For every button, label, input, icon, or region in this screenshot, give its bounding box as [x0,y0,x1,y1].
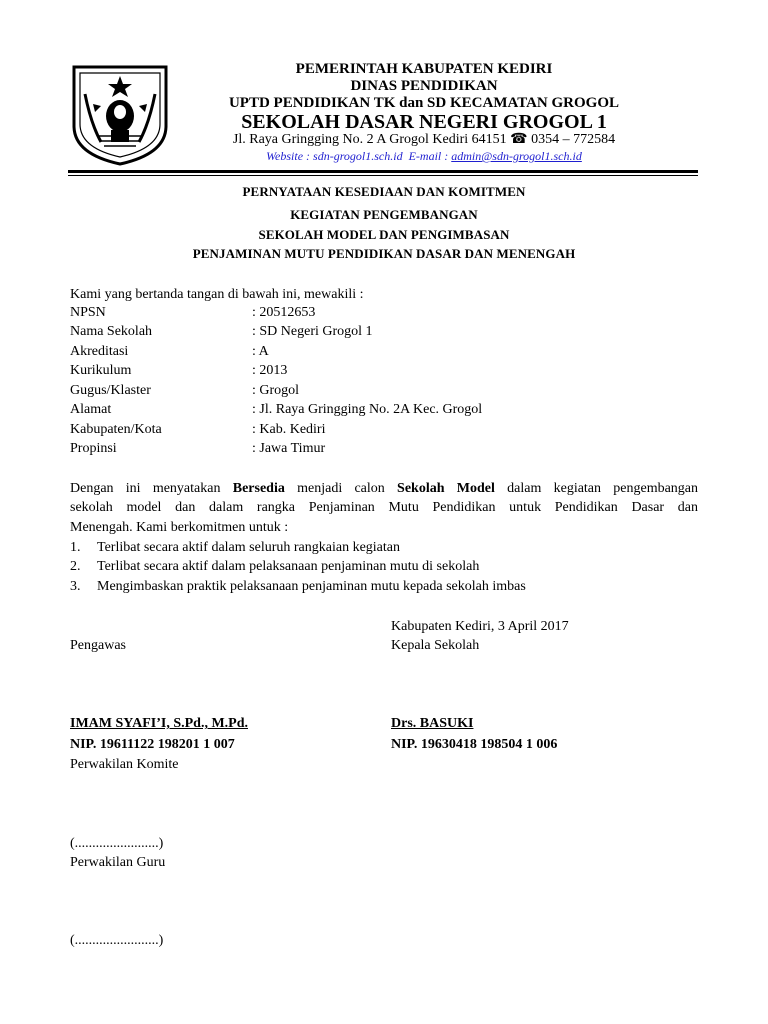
field-value-gugus: : Grogol [252,383,300,398]
statement-sekolah-model: Sekolah Model [397,481,495,496]
komite-signature-blank: (........................) [70,836,164,851]
field-value-kabupaten: : Kab. Kediri [252,422,326,437]
address-text: Jl. Raya Gringging No. 2 A Grogol Kediri 64151 [232,132,507,147]
field-label-kabupaten: Kabupaten/Kota [70,422,162,437]
website-text: Website : sdn-grogol1.sch.id [266,149,403,163]
header-school-name: SEKOLAH DASAR NEGERI GROGOL 1 [241,111,607,133]
field-label-alamat: Alamat [70,402,112,417]
commitment-number-3: 3. [70,579,81,594]
guru-label: Perwakilan Guru [70,855,166,870]
signer-left-nip: NIP. 19611122 198201 1 007 [70,737,235,752]
signer-right-name: Drs. BASUKI [391,716,474,731]
intro-text: Kami yang bertanda tangan di bawah ini, mewakili : [70,287,364,302]
field-value-kurikulum: : 2013 [252,363,288,378]
statement-bersedia: Bersedia [232,481,285,496]
statement-line-1 [70,481,698,497]
statement-part-c: menjadi calon [297,481,385,496]
header-department: DINAS PENDIDIKAN [350,78,498,94]
signer-left-role: Pengawas [70,638,126,653]
doc-subtitle-3: PENJAMINAN MUTU PENDIDIKAN DASAR DAN MENENGAH [192,246,576,261]
field-value-propinsi: : Jawa Timur [252,441,326,456]
statement-part-e: dalam kegiatan pengembangan [507,481,699,496]
phone-number: 0354 – 772584 [531,132,616,147]
email-label: E-mail : [408,149,449,163]
field-label-propinsi: Propinsi [70,441,117,456]
phone-icon: ☎ [510,132,528,147]
commitment-item-2: Terlibat secara aktif dalam pelaksanaan penjaminan mutu di sekolah [97,559,480,574]
commitment-item-3: Mengimbaskan praktik pelaksanaan penjaminan mutu kepada sekolah imbas [97,579,526,594]
field-value-nama-sekolah: : SD Negeri Grogol 1 [252,324,373,339]
header-government: PEMERINTAH KABUPATEN KEDIRI [295,61,553,77]
field-value-akreditasi: : A [252,344,269,359]
doc-subtitle-2: SEKOLAH MODEL DAN PENGIMBASAN [258,227,510,242]
header-contact [40,149,768,164]
header-address [40,131,768,148]
place-date: Kabupaten Kediri, 3 April 2017 [391,619,569,634]
commitment-item-1: Terlibat secara aktif dalam seluruh rangkaian kegiatan [97,540,400,555]
commitment-number-1: 1. [70,540,81,555]
field-label-npsn: NPSN [70,305,106,320]
signer-left-name: IMAM SYAFI’I, S.Pd., M.Pd. [70,716,248,731]
header-rule-thin [68,175,698,176]
doc-subtitle-1: KEGIATAN PENGEMBANGAN [290,207,478,222]
statement-part-a: Dengan ini menyatakan [70,481,221,496]
email-link[interactable]: admin@sdn-grogol1.sch.id [451,149,582,163]
guru-signature-blank: (........................) [70,933,164,948]
field-label-akreditasi: Akreditasi [70,344,129,359]
field-label-nama-sekolah: Nama Sekolah [70,324,153,339]
field-value-alamat: : Jl. Raya Gringging No. 2A Kec. Grogol [252,402,483,417]
komite-label: Perwakilan Komite [70,757,179,772]
header-rule-thick [68,170,698,173]
statement-line-3: Menengah. Kami berkomitmen untuk : [70,520,289,535]
statement-line-2: sekolah model dan dalam rangka Penjaminan Mutu Pendidikan untuk Pendidikan Dasar dan [70,500,698,515]
doc-title: PERNYATAAN KESEDIAAN DAN KOMITMEN [242,184,526,199]
signer-right-nip: NIP. 19630418 198504 1 006 [391,737,558,752]
header-uptd: UPTD PENDIDIKAN TK dan SD KECAMATAN GROGOL [228,95,620,111]
field-label-gugus: Gugus/Klaster [70,383,151,398]
commitment-number-2: 2. [70,559,81,574]
field-value-npsn: : 20512653 [252,305,316,320]
signer-right-role: Kepala Sekolah [391,638,480,653]
field-label-kurikulum: Kurikulum [70,363,132,378]
